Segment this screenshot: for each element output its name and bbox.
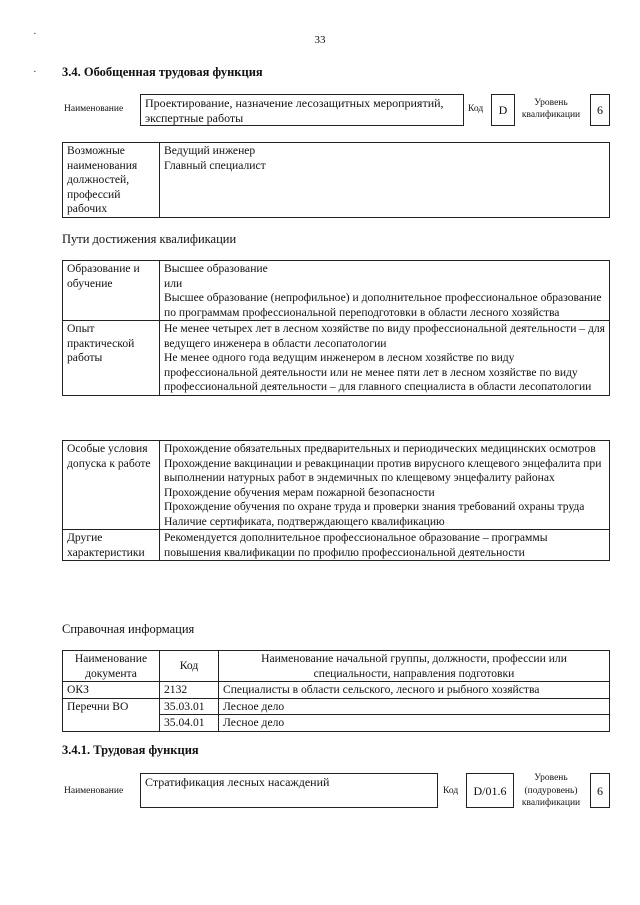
positions-values [160,143,610,218]
position-item: Ведущий инженер [164,144,256,157]
column-header: Код [160,651,219,682]
text-line: Высшее образование [164,262,268,275]
column-header: Наименование документа [63,651,160,682]
row-value [160,441,610,530]
code-box [466,773,514,808]
row-label: Опыт практической работы [63,321,160,396]
code-value: D [498,103,508,117]
table-cell: ОКЗ [63,682,160,699]
reference-table [62,650,610,732]
table-cell: 35.04.01 [160,715,219,732]
function-name-box [140,773,438,808]
text-line: Прохождение обучения по охране труда и проверки знания требований охраны труда [164,500,585,513]
table-cell: Лесное дело [219,698,610,715]
text-line: Прохождение обучения мерам пожарной безопасности [164,485,435,499]
paths-title: Пути достижения квалификации [62,232,237,246]
code-value: D/01.6 [473,784,507,798]
scan-mark: · [33,66,37,78]
positions-label: Возможные наименования должностей, профессий рабочих [63,143,160,218]
scan-mark: · [33,28,37,40]
level-value: 6 [597,103,603,117]
function-name: Стратификация лесных насаждений [145,775,330,789]
row-label: Другие характеристики [63,530,160,561]
function-name-box [140,94,464,126]
table-row [63,698,610,715]
row-value: Рекомендуется дополнительное профессиональное образование – программы повышения квалификации по профилю профессиональной деятельности [160,530,610,561]
table-row [63,715,610,732]
table-row [63,682,610,699]
level-box [590,94,610,126]
table-cell: Лесное дело [219,715,610,732]
column-header: Наименование начальной группы, должности, профессии или специальности, направления подготовки [219,651,610,682]
name-label: Наименование [64,104,124,114]
code-label: Код [443,786,459,796]
table-cell: Перечни ВО [63,698,160,715]
table-cell: 35.03.01 [160,698,219,715]
page-number: 33 [314,34,326,46]
text-line: Не менее одного года ведущим инженером в лесном хозяйстве по виду профессиональной деятельности или не менее пяти лет в лесном хозяйстве по виду профессиональной деятельности – для главного специалиста в области лесопатологии [164,351,592,393]
level-box [590,773,610,808]
text-line: Прохождение вакцинации и ревакцинации против вирусного клещевого энцефалита при выполнении натурных работ в эндемичных по клещевому энцефалиту районах [164,456,602,484]
level-label: Уровень квалификации [521,98,581,120]
section-heading: 3.4. Обобщенная трудовая функция [62,65,263,79]
row-label: Образование и обучение [63,261,160,321]
function-name: Проектирование, назначение лесозащитных мероприятий, экспертные работы [145,96,444,125]
qualification-table [62,260,610,396]
text-line: Прохождение обязательных предварительных и периодических медицинских осмотров [164,442,596,455]
code-label: Код [468,104,484,114]
row-value [160,321,610,396]
row-label: Особые условия допуска к работе [63,441,160,530]
text-line: Наличие сертификата, подтверждающего квалификацию [164,514,445,528]
name-label: Наименование [64,786,124,796]
positions-table [62,142,610,218]
position-item: Главный специалист [164,158,266,172]
code-box [491,94,515,126]
level-value: 6 [597,784,603,798]
table-cell: Специалисты в области сельского, лесного и рыбного хозяйства [219,682,610,699]
table-cell [63,715,160,732]
table-cell: 2132 [160,682,219,699]
reference-title: Справочная информация [62,622,195,636]
subsection-heading: 3.4.1. Трудовая функция [62,743,199,757]
text-line: или [164,276,183,290]
conditions-table [62,440,610,561]
text-line: Высшее образование (непрофильное) и дополнительное профессиональное образование по программам профессиональной переподготовки в области лесного хозяйства [164,291,602,319]
text-line: Не менее четырех лет в лесном хозяйстве по виду профессиональной деятельности – для ведущего инженера в области лесопатологии [164,322,606,350]
level-label: Уровень (подуровень) квалификации [521,773,581,808]
row-value [160,261,610,321]
